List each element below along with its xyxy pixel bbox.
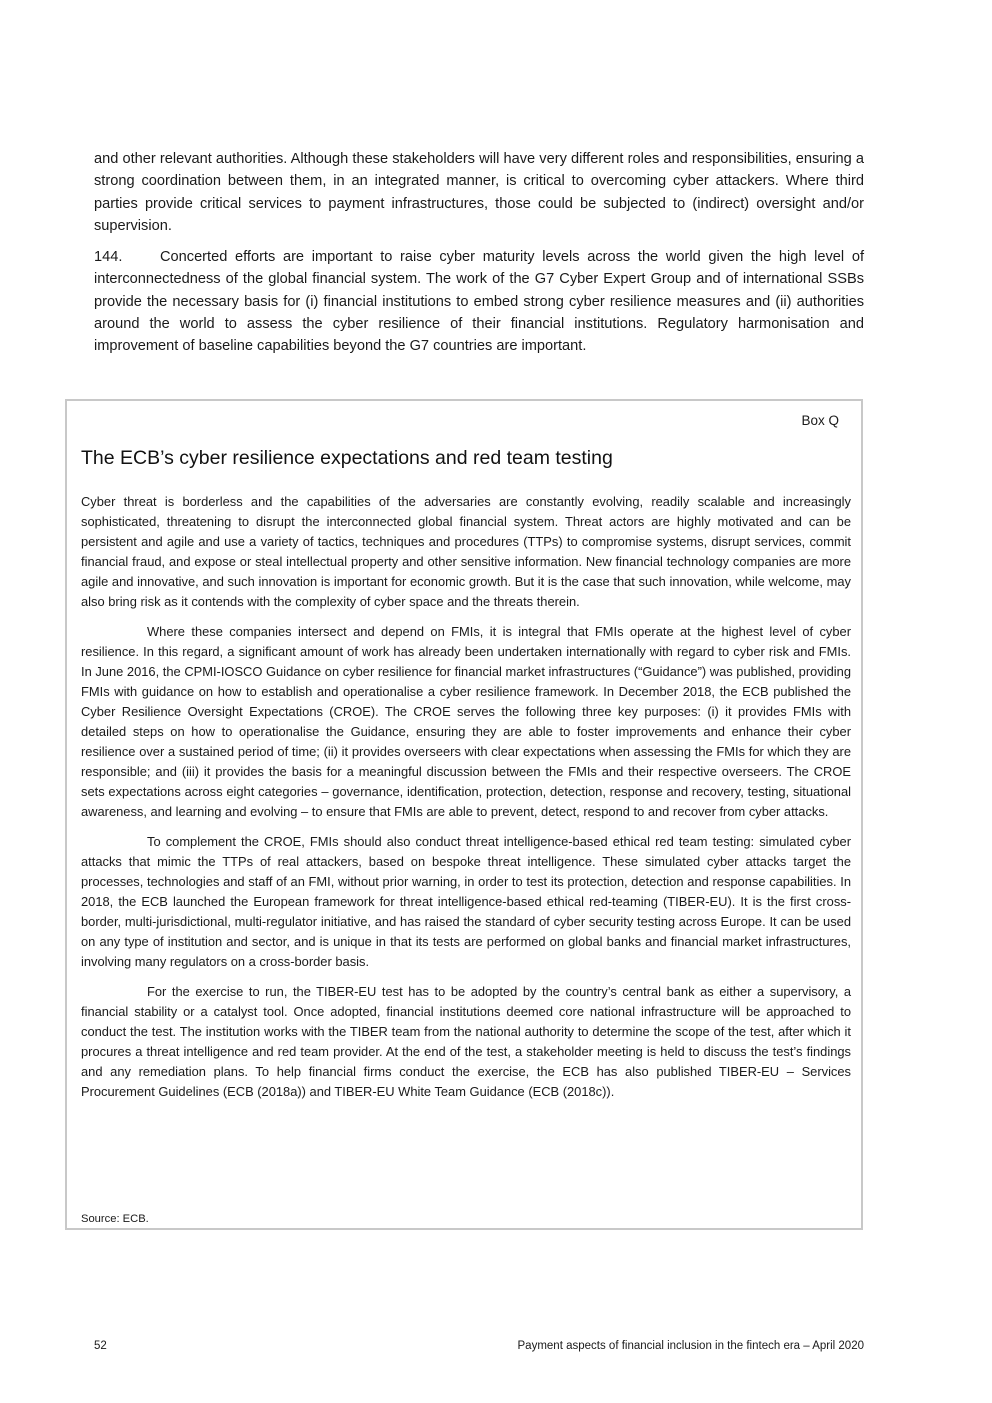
- box-paragraph-4: For the exercise to run, the TIBER-EU test has to be adopted by the country’s central bank as either a supervisory, a financial stability or a catalyst tool. Once adopted, financial institutions deemed core national infrastructure will be approached to conduct the test. The institution works with the TIBER team from the national authority to determine the scope of the test, after which it procures a threat intelligence and red team provider. At the end of the test, a stakeholder meeting is held to discuss the test’s findings and any remediation plans. To help financial firms conduct the exercise, the ECB has also published TIBER-EU – Services Procurement Guidelines (ECB (2018a)) and TIBER-EU White Team Guidance (ECB (2018c)).: [81, 984, 851, 1099]
- main-text: [94, 148, 864, 367]
- box-paragraph-1: Cyber threat is borderless and the capabilities of the adversaries are constantly evolving, readily scalable and increasingly sophisticated, threatening to disrupt the interconnected global financial system. Threat actors are highly motivated and can be persistent and agile and use a variety of tactics, techniques and procedures (TTPs) to compromise systems, disrupt services, commit financial fraud, and expose or steal intellectual property and other sensitive information. New financial technology companies are more agile and innovative, and such innovation is important for economic growth. But it is the case that such innovation, while welcome, may also bring risk as it contends with the complexity of cyber space and the threats therein.: [81, 494, 851, 609]
- paragraph-continued: and other relevant authorities. Although these stakeholders will have very different roles and responsibilities, ensuring a strong coordination between them, in an integrated manner, is critical to overcoming cyber attackers. Where third parties provide critical services to payment infrastructures, those could be subjected to (indirect) oversight and/or supervision.: [94, 151, 864, 234]
- box-source: Source: ECB.: [81, 1213, 149, 1225]
- box-q: [65, 399, 863, 1230]
- paragraph-number: 144.: [94, 249, 123, 266]
- box-label: Box Q: [801, 413, 839, 428]
- footer-title: Payment aspects of financial inclusion in the fintech era – April 2020: [517, 1340, 864, 1352]
- box-paragraph-3: To complement the CROE, FMIs should also conduct threat intelligence-based ethical red team testing: simulated cyber attacks that mimic the TTPs of real attackers, based on bespoke threat intelligence. These simulated cyber attacks target the processes, technologies and staff of an FMI, without prior warning, in order to test its protection, detection and response capabilities. In 2018, the ECB launched the European framework for threat intelligence-based ethical red-teaming (TIBER-EU). It is the first cross-border, multi-jurisdictional, multi-regulator initiative, and has raised the standard of cyber security testing across Europe. It can be used on any type of institution and sector, and is unique in that its tests are performed on global banks and financial market infrastructures, involving many regulators on a cross-border basis.: [81, 834, 851, 969]
- box-body: [81, 492, 851, 1112]
- page-number: 52: [94, 1340, 107, 1352]
- paragraph-144: [94, 246, 864, 357]
- box-title: The ECB’s cyber resilience expectations and red team testing: [81, 447, 613, 469]
- box-paragraph-2: Where these companies intersect and depend on FMIs, it is integral that FMIs operate at the highest level of cyber resilience. In this regard, a significant amount of work has already been undertaken internationally with regard to cyber risk and FMIs. In June 2016, the CPMI-IOSCO Guidance on cyber resilience for financial market infrastructures (“Guidance”) was published, providing FMIs with guidance on how to establish and operationalise a cyber resilience framework. In December 2018, the ECB published the Cyber Resilience Oversight Expectations (CROE). The CROE serves the following three key purposes: (i) it provides FMIs with detailed steps on how to operationalise the Guidance, ensuring they are able to foster improvements and enhance their cyber resilience over a sustained period of time; (ii) it provides overseers with clear expectations when assessing the FMIs for which they are responsible; and (iii) it provides the basis for a meaningful discussion between the FMIs and their respective overseers. The CROE sets expectations across eight categories – governance, identification, protection, detection, response and recovery, testing, situational awareness, and learning and evolving – to ensure that FMIs are able to prevent, detect, respond to and recover from cyber attacks.: [81, 624, 851, 819]
- paragraph-144-text: Concerted efforts are important to raise cyber maturity levels across the world given the high level of interconnectedness of the global financial system. The work of the G7 Cyber Expert Group and of international SSBs provide the necessary basis for (i) financial institutions to embed strong cyber resilience measures and (ii) authorities around the world to assess the cyber resilience of their financial institutions. Regulatory harmonisation and improvement of baseline capabilities beyond the G7 countries are important.: [94, 249, 864, 355]
